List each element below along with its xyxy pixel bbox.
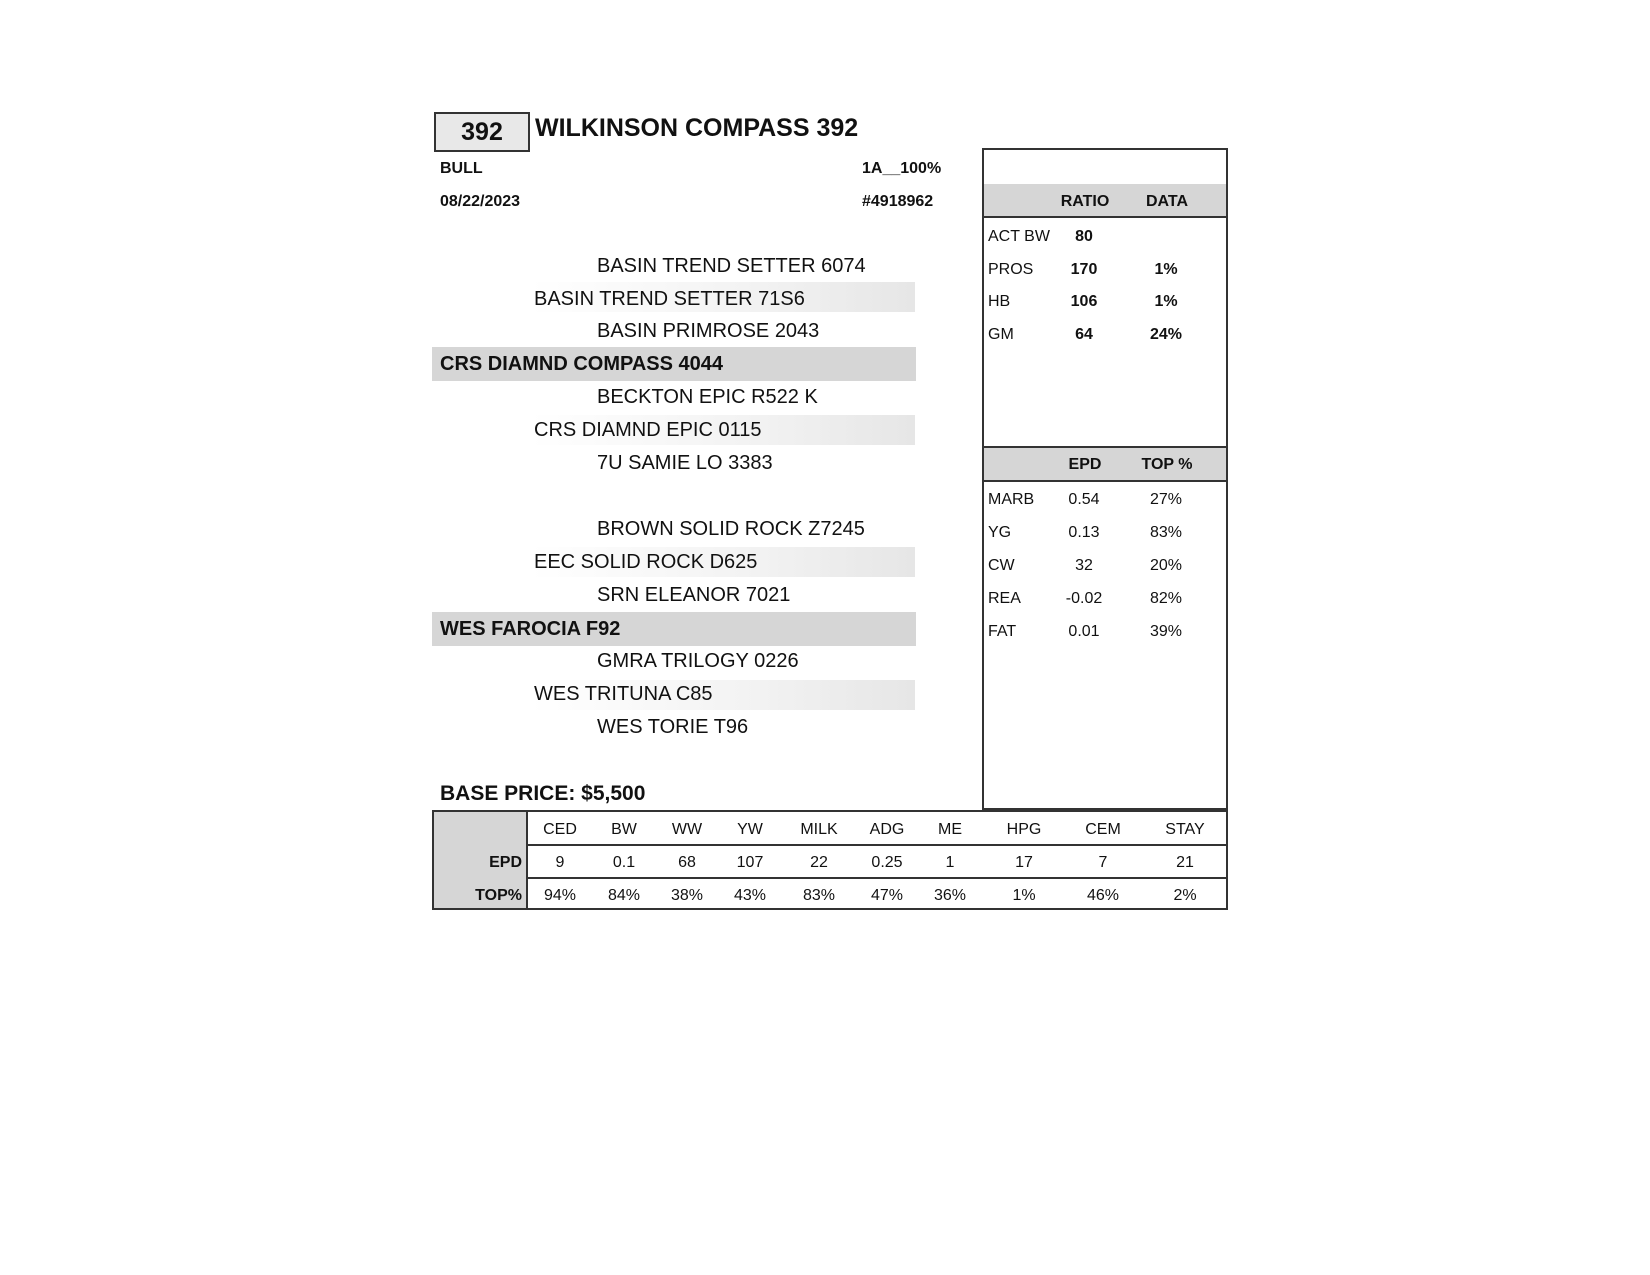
sex: BULL [440,160,483,177]
carcass-top: 27% [1149,491,1183,508]
ratio-label: PROS [988,261,1034,278]
divider [984,480,1226,482]
carcass-top: 83% [1149,524,1183,541]
registration-number: #4918962 [862,193,934,210]
pedigree-sire-sire-dam: BASIN PRIMROSE 2043 [597,320,820,342]
top-percent-value: 36% [933,887,967,904]
ratio-label: HB [988,293,1011,310]
animal-name: WILKINSON COMPASS 392 [535,114,859,142]
pedigree-dam-dam: WES TRITUNA C85 [534,683,713,705]
pedigree-dam-sire-dam: SRN ELEANOR 7021 [597,584,791,606]
ratio-value: 106 [1070,293,1098,310]
top-percent-value: 46% [1086,887,1120,904]
divider [528,844,1226,846]
ratio-header: RATIO [1060,193,1110,210]
data-header: DATA [1145,193,1189,210]
col-header: BW [611,821,637,838]
carcass-label: FAT [988,623,1017,640]
top-percent-value: 1% [1012,887,1036,904]
epd-value: 1 [945,854,955,871]
top-percent-value: 47% [870,887,904,904]
ratio-data: 24% [1149,326,1183,343]
carcass-label: YG [988,524,1012,541]
col-header: STAY [1165,821,1205,838]
epd-value: 21 [1176,854,1194,871]
ratio-data: 1% [1154,293,1178,310]
top-percent-value: 94% [543,887,577,904]
epd-value: 0.25 [871,854,903,871]
col-header: YW [737,821,763,838]
pedigree-dam-dam-dam: WES TORIE T96 [597,716,749,738]
base-price: BASE PRICE: $5,500 [440,782,646,805]
epd-value: 7 [1098,854,1108,871]
carcass-label: CW [988,557,1015,574]
epd-table [432,810,1228,910]
carcass-label: MARB [988,491,1035,508]
pedigree-sire-dam: CRS DIAMND EPIC 0115 [534,419,762,441]
pedigree-dam: WES FAROCIA F92 [440,618,621,640]
pedigree-dam-sire: EEC SOLID ROCK D625 [534,551,758,573]
pedigree-dam-dam-sire: GMRA TRILOGY 0226 [597,650,799,672]
ratio-value: 80 [1075,228,1093,245]
birth-date: 08/22/2023 [440,193,521,210]
carcass-epd: 0.13 [1068,524,1100,541]
col-header: CED [543,821,577,838]
pedigree-sire-dam-sire: BECKTON EPIC R522 K [597,386,818,408]
epd-value: 68 [678,854,696,871]
epd-value: 9 [555,854,565,871]
col-header: MILK [800,821,838,838]
col-header: WW [671,821,703,838]
ratio-epd-panel [982,148,1228,810]
ratio-value: 170 [1070,261,1098,278]
pedigree-sire-sire-sire: BASIN TREND SETTER 6074 [597,255,866,277]
pedigree-sire-sire: BASIN TREND SETTER 71S6 [534,288,805,310]
carcass-epd: -0.02 [1065,590,1103,607]
epd-value: 17 [1015,854,1033,871]
col-header: HPG [1006,821,1042,838]
ratio-value: 64 [1075,326,1093,343]
top-percent-header: TOP % [1141,456,1193,473]
carcass-epd: 32 [1075,557,1093,574]
pedigree-sire-dam-dam: 7U SAMIE LO 3383 [597,452,773,474]
ratio-label: ACT BW [988,228,1050,245]
top-percent-value: 38% [670,887,704,904]
epd-value: 22 [810,854,828,871]
top-percent-value: 84% [607,887,641,904]
epd-header: EPD [1068,456,1102,473]
epd-value: 0.1 [612,854,636,871]
col-header: ME [938,821,962,838]
carcass-epd: 0.01 [1068,623,1100,640]
tattoo: 1A__100% [862,160,942,177]
top-percent-value: 43% [733,887,767,904]
epd-row-label: EPD [489,854,522,871]
divider [528,877,1226,879]
carcass-epd: 0.54 [1068,491,1100,508]
ratio-data: 1% [1154,261,1178,278]
carcass-top: 39% [1149,623,1183,640]
carcass-top: 82% [1149,590,1183,607]
carcass-top: 20% [1149,557,1183,574]
pedigree-dam-sire-sire: BROWN SOLID ROCK Z7245 [597,518,865,540]
top-row-label: TOP% [475,887,522,904]
col-header: ADG [869,821,905,838]
carcass-label: REA [988,590,1021,607]
pedigree-sire: CRS DIAMND COMPASS 4044 [440,353,724,375]
epd-value: 107 [736,854,764,871]
col-header: CEM [1085,821,1121,838]
lot-number: 392 [434,112,530,152]
ratio-label: GM [988,326,1014,343]
top-percent-value: 2% [1173,887,1197,904]
divider [984,216,1226,218]
epd-table-side-band [434,812,528,908]
top-percent-value: 83% [802,887,836,904]
